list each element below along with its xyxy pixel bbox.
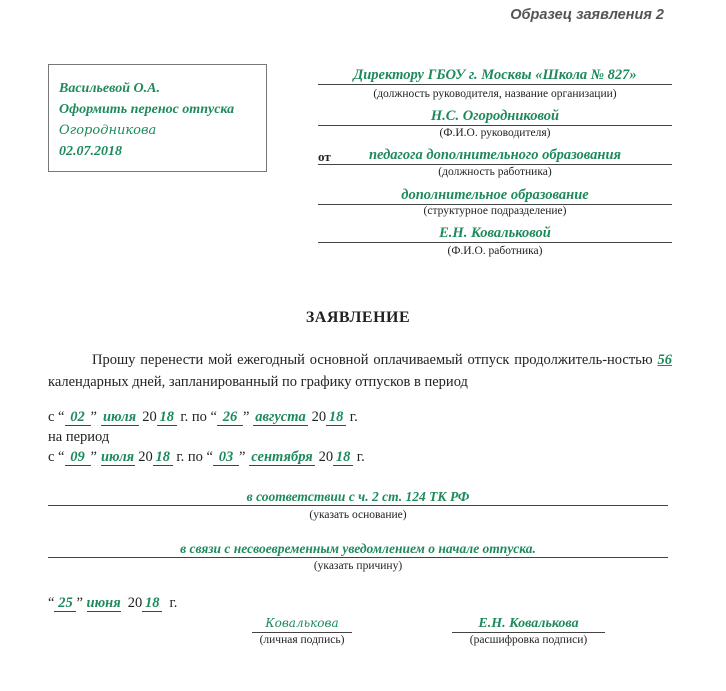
text-fragment: 20	[142, 409, 157, 425]
personal-signature: Ковалькова	[252, 615, 352, 633]
body-text: Прошу перенести мой ежегодный основной оплачиваемый отпуск продолжитель-ностью	[92, 352, 658, 368]
body-paragraph	[48, 349, 672, 393]
resolution-box	[48, 64, 267, 172]
caption: (должность руководителя, название организации)	[373, 88, 617, 100]
body-text: календарных дней, запланированный по графику отпусков в период	[48, 374, 468, 390]
filled-blank: 18	[326, 410, 346, 426]
filled-blank: 18	[157, 410, 177, 426]
caption: (Ф.И.О. работника)	[447, 245, 543, 257]
department: дополнительное образование	[318, 187, 672, 205]
filled-blank: 02	[65, 410, 91, 426]
signature-name-caption: (расшифровка подписи)	[469, 634, 588, 646]
sample-title: Образец заявления 2	[510, 7, 664, 23]
employee-position: педагога дополнительного образования	[318, 147, 672, 165]
filled-blank: 09	[65, 450, 91, 466]
filled-blank: сентября	[249, 450, 315, 466]
text-fragment: г. по “	[176, 449, 213, 465]
text-fragment: г.	[349, 409, 358, 425]
filled-blank: 18	[153, 450, 173, 466]
text-fragment: 20	[138, 449, 153, 465]
text-fragment: 20	[311, 409, 327, 425]
text-fragment: 20	[318, 449, 334, 465]
text-fragment: ”	[90, 409, 97, 425]
addressee-position: Директору ГБОУ г. Москвы «Школа № 827»	[318, 67, 672, 85]
text-fragment: ”	[238, 449, 246, 465]
resolution-date: 02.07.2018	[59, 144, 122, 159]
resolution-text: Оформить перенос отпуска	[59, 102, 235, 117]
head-name: Н.С. Огородниковой	[318, 108, 672, 126]
basis-field: в соответствии с ч. 2 ст. 124 ТК РФ	[48, 488, 668, 506]
text-fragment: г.	[169, 595, 178, 611]
filled-blank: июля	[101, 410, 139, 426]
text-fragment: ”	[242, 409, 250, 425]
filled-blank: 26	[217, 410, 243, 426]
from-label: от	[318, 149, 331, 164]
text-fragment: г. по “	[180, 409, 217, 425]
resolution-addressee: Васильевой О.А.	[59, 81, 160, 96]
reason-field: в связи с несвоевременным уведомлением о начале отпуска.	[48, 540, 668, 558]
days-count: 56	[657, 352, 672, 368]
application-date: “ 25 ” июня 20 18 г.	[48, 595, 178, 611]
text-fragment: с “	[48, 409, 65, 425]
caption: (структурное подразделение)	[423, 205, 567, 217]
basis-caption: (указать основание)	[309, 509, 407, 521]
text-fragment: ”	[90, 449, 97, 465]
resolution-signature: Огородникова	[59, 123, 157, 138]
text-fragment: с “	[48, 449, 65, 465]
reason-caption: (указать причину)	[313, 560, 403, 572]
signature-name: Е.Н. Ковалькова	[452, 615, 605, 633]
text-fragment: г.	[356, 449, 365, 465]
filled-blank: июня	[86, 595, 121, 611]
caption: (должность работника)	[438, 166, 552, 178]
filled-blank: августа	[253, 410, 308, 426]
filled-blank: 18	[142, 596, 162, 612]
filled-blank: июля	[100, 449, 135, 465]
document-heading: ЗАЯВЛЕНИЕ	[305, 309, 411, 326]
period-new	[48, 449, 365, 466]
caption: (Ф.И.О. руководителя)	[439, 127, 551, 139]
signature-caption: (личная подпись)	[259, 634, 345, 646]
filled-blank: 18	[333, 450, 353, 466]
new-period-label: на период	[48, 429, 110, 445]
period-original	[48, 409, 358, 426]
filled-blank: 25	[54, 596, 76, 612]
filled-blank: 03	[213, 450, 239, 466]
employee-name: Е.Н. Ковальковой	[318, 225, 672, 243]
